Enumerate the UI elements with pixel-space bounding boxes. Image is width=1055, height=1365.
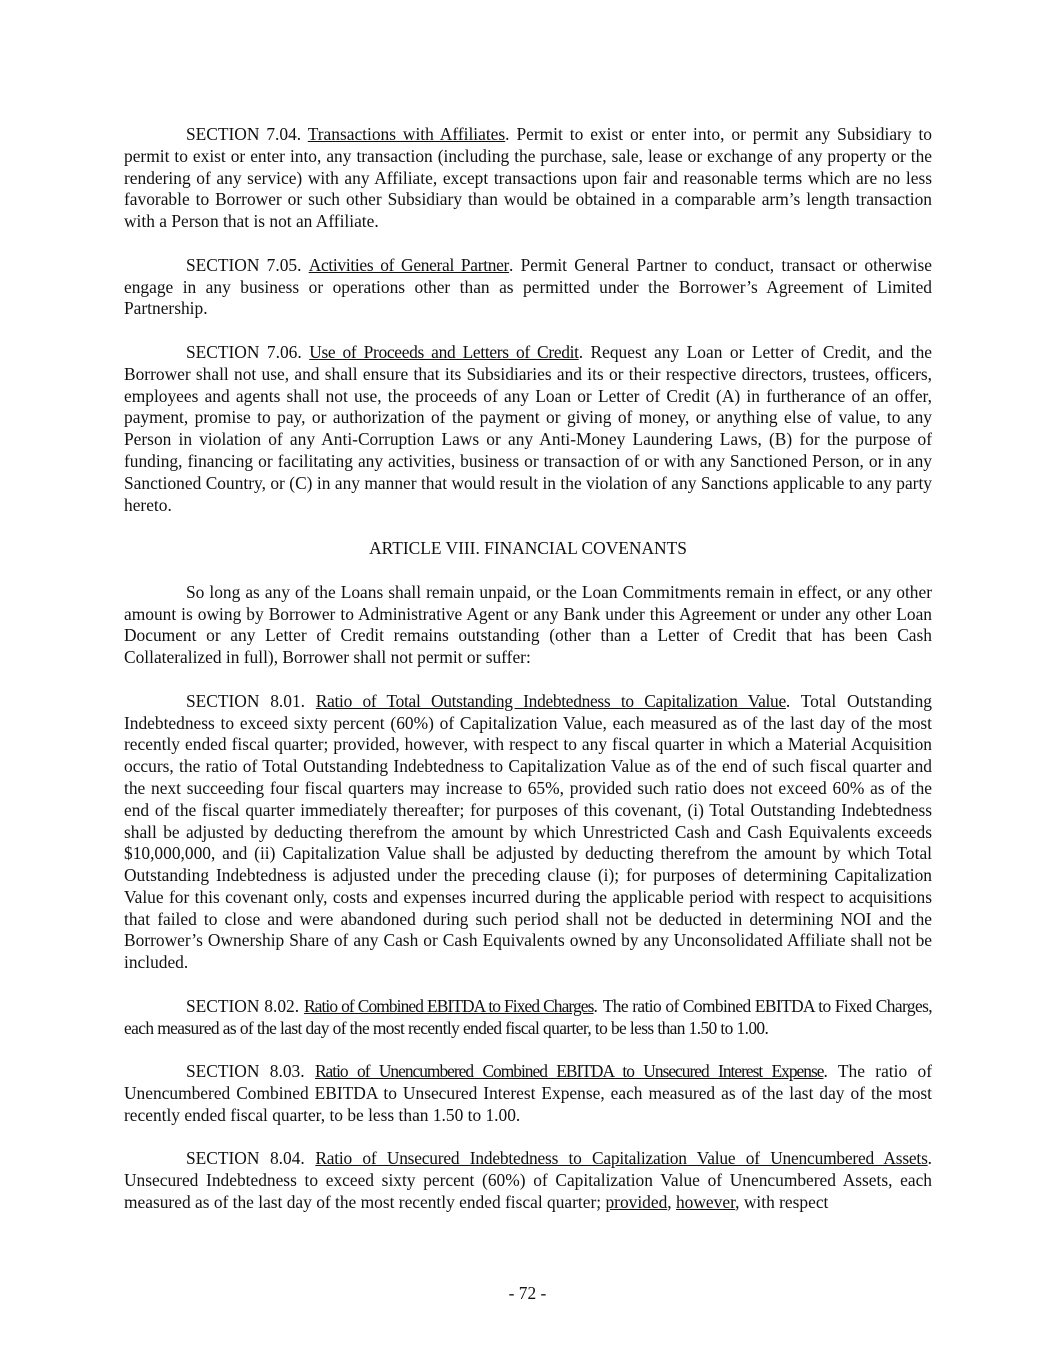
- section-title: Use of Proceeds and Letters of Credit: [309, 341, 579, 362]
- section-8-04: SECTION 8.04. Ratio of Unsecured Indebtedness to Capitalization Value of Unencumbered Assets. Unsecured Indebtedness to exceed sixty percent (60%) of Capitalization Value of Unencumbered Assets, each measured as of the last day of the most recently ended fiscal quarter; provided, however, with respect: [124, 1148, 932, 1213]
- section-body: Permit General Partner to conduct, transact or otherwise engage in any business or operations other than as permitted under the Borrower’s Agreement of Limited Partnership.: [124, 254, 932, 319]
- section-number: SECTION 8.02.: [186, 995, 300, 1016]
- section-body: Unsecured Indebtedness to exceed sixty percent (60%) of Capitalization Value of Unencumbered Assets, each measured as of the last day of the most recently ended fiscal quarter;: [124, 1170, 932, 1213]
- section-body-continued: , with respect: [735, 1192, 829, 1213]
- section-body: The ratio of Combined EBITDA to Fixed Charges, each measured as of the last day of the most recently ended fiscal quarter, to be less than 1.50 to 1.00.: [124, 995, 932, 1038]
- section-7-06: SECTION 7.06. Use of Proceeds and Letters of Credit. Request any Loan or Letter of Credit, and the Borrower shall not use, and shall ensure that its Subsidiaries and its or their respective directors, trustees, officers, employees and agents shall not use, the proceeds of any Loan or Letter of Credit (A) in furtherance of an offer, payment, promise to pay, or authorization of the payment or giving of money, or anything else of value, to any Person in violation of any Anti-Corruption Laws or any Anti-Money Laundering Laws, (B) for the purpose of funding, financing or facilitating any activities, business or transaction of or with any Sanctioned Person, or in any Sanctioned Country, or (C) in any manner that would result in the violation of any Sanctions applicable to any party hereto.: [124, 341, 932, 515]
- section-title: Ratio of Total Outstanding Indebtedness to Capitalization Value: [315, 690, 786, 711]
- article-intro: So long as any of the Loans shall remain unpaid, or the Loan Commitments remain in effect, or any other amount is owing by Borrower to Administrative Agent or any Bank under this Agreement or under any other Loan Document or any Letter of Credit remains outstanding (other than a Letter of Credit that has been Cash Collateralized in full), Borrower shall not permit or suffer:: [124, 581, 932, 668]
- section-body: The ratio of Unencumbered Combined EBITDA to Unsecured Interest Expense, each measured as of the last day of the most recently ended fiscal quarter, to be less than 1.50 to 1.00.: [124, 1061, 932, 1125]
- section-7-04: SECTION 7.04. Transactions with Affiliates. Permit to exist or enter into, or permit any Subsidiary to permit to exist or enter into, any transaction (including the purchase, sale, lease or exchange of any property or the rendering of any service) with any Affiliate, except transactions upon fair and reasonable terms which are no less favorable to Borrower or such other Subsidiary than would be obtained in a comparable arm’s length transaction with a Person that is not an Affiliate.: [124, 124, 932, 232]
- section-title: Transactions with Affiliates: [307, 124, 506, 144]
- section-body: Request any Loan or Letter of Credit, and the Borrower shall not use, and shall ensure that its Subsidiaries and its or their respective directors, trustees, officers, employees and agents shall not use, the proceeds of any Loan or Letter of Credit (A) in furtherance of an offer, payment, promise to pay, or authorization of the payment or giving of money, or anything else of value, to any Person in violation of any Anti-Corruption Laws or any Anti-Money Laundering Laws, (B) for the purpose of funding, financing or facilitating any activities, business or transaction of or with any Sanctioned Person, or in any Sanctioned Country, or (C) in any manner that would result in the violation of any Sanctions applicable to any party hereto.: [124, 341, 932, 515]
- section-body: Total Outstanding Indebtedness to exceed sixty percent (60%) of Capitalization Value, each measured as of the last day of the most recently ended fiscal quarter; provided, however, with respect to any fiscal quarter in which a Material Acquisition occurs, the ratio of Total Outstanding Indebtedness to Capitalization Value as of the end of such fiscal quarter and the next succeeding four fiscal quarters may increase to 65%, provided such ratio does not exceed 60% as of the end of the fiscal quarter immediately thereafter; for purposes of this covenant, (i) Total Outstanding Indebtedness shall be adjusted by deducting therefrom the amount by which Unrestricted Cash and Cash Equivalents exceeds $10,000,000, and (ii) Capitalization Value shall be adjusted by deducting therefrom the amount by which Total Outstanding Indebtedness is adjusted under the preceding clause (i); for purposes of determining Capitalization Value for this covenant only, costs and expenses incurred during the applicable period with respect to acquisitions that failed to close and were abandoned during such period shall not be deducted in determining NOI and the Borrower’s Ownership Share of any Cash or Cash Equivalents owned by any Unconsolidated Affiliate shall not be included.: [124, 690, 932, 973]
- section-title: Ratio of Unsecured Indebtedness to Capitalization Value of Unencumbered Assets: [315, 1148, 928, 1169]
- section-title: Activities of General Partner: [308, 254, 510, 275]
- section-number: SECTION 8.03.: [186, 1061, 305, 1082]
- section-number: SECTION 7.04.: [186, 124, 302, 144]
- section-8-02: SECTION 8.02. Ratio of Combined EBITDA to Fixed Charges. The ratio of Combined EBITDA to Fixed Charges, each measured as of the last day of the most recently ended fiscal quarter, to be less than 1.50 to 1.00.: [124, 995, 932, 1038]
- section-7-05: SECTION 7.05. Activities of General Partner. Permit General Partner to conduct, transact or otherwise engage in any business or operations other than as permitted under the Borrower’s Agreement of Limited Partnership.: [124, 254, 932, 319]
- section-number: SECTION 7.05.: [186, 254, 302, 275]
- section-8-03: SECTION 8.03. Ratio of Unencumbered Combined EBITDA to Unsecured Interest Expense. The ratio of Unencumbered Combined EBITDA to Unsecured Interest Expense, each measured as of the last day of the most recently ended fiscal quarter, to be less than 1.50 to 1.00.: [124, 1061, 932, 1125]
- document-page: [124, 124, 932, 1236]
- section-title: Ratio of Unencumbered Combined EBITDA to Unsecured Interest Expense: [314, 1061, 824, 1082]
- section-body: Permit to exist or enter into, or permit any Subsidiary to permit to exist or enter into, any transaction (including the purchase, sale, lease or exchange of any property or the rendering of any service) with any Affiliate, except transactions upon fair and reasonable terms which are no less favorable to Borrower or such other Subsidiary than would be obtained in a comparable arm’s length transaction with a Person that is not an Affiliate.: [124, 124, 932, 232]
- section-title: Ratio of Combined EBITDA to Fixed Charges: [303, 995, 594, 1016]
- proviso-however: however: [675, 1192, 736, 1213]
- section-number: SECTION 8.01.: [186, 690, 305, 711]
- proviso-separator: ,: [667, 1192, 676, 1213]
- section-number: SECTION 7.06.: [186, 341, 302, 362]
- proviso-provided: provided: [605, 1192, 668, 1213]
- section-number: SECTION 8.04.: [186, 1148, 305, 1169]
- page-number: - 72 -: [508, 1283, 547, 1303]
- article-heading: ARTICLE VIII. FINANCIAL COVENANTS: [369, 538, 687, 559]
- section-8-01: SECTION 8.01. Ratio of Total Outstanding Indebtedness to Capitalization Value. Total Outstanding Indebtedness to exceed sixty percent (60%) of Capitalization Value, each measured as of the last day of the most recently ended fiscal quarter; provided, however, with respect to any fiscal quarter in which a Material Acquisition occurs, the ratio of Total Outstanding Indebtedness to Capitalization Value as of the end of such fiscal quarter and the next succeeding four fiscal quarters may increase to 65%, provided such ratio does not exceed 60% as of the end of the fiscal quarter immediately thereafter; for purposes of this covenant, (i) Total Outstanding Indebtedness shall be adjusted by deducting therefrom the amount by which Unrestricted Cash and Cash Equivalents exceeds $10,000,000, and (ii) Capitalization Value shall be adjusted by deducting therefrom the amount by which Total Outstanding Indebtedness is adjusted under the preceding clause (i); for purposes of determining Capitalization Value for this covenant only, costs and expenses incurred during the applicable period with respect to acquisitions that failed to close and were abandoned during such period shall not be deducted in determining NOI and the Borrower’s Ownership Share of any Cash or Cash Equivalents owned by any Unconsolidated Affiliate shall not be included.: [124, 690, 932, 973]
